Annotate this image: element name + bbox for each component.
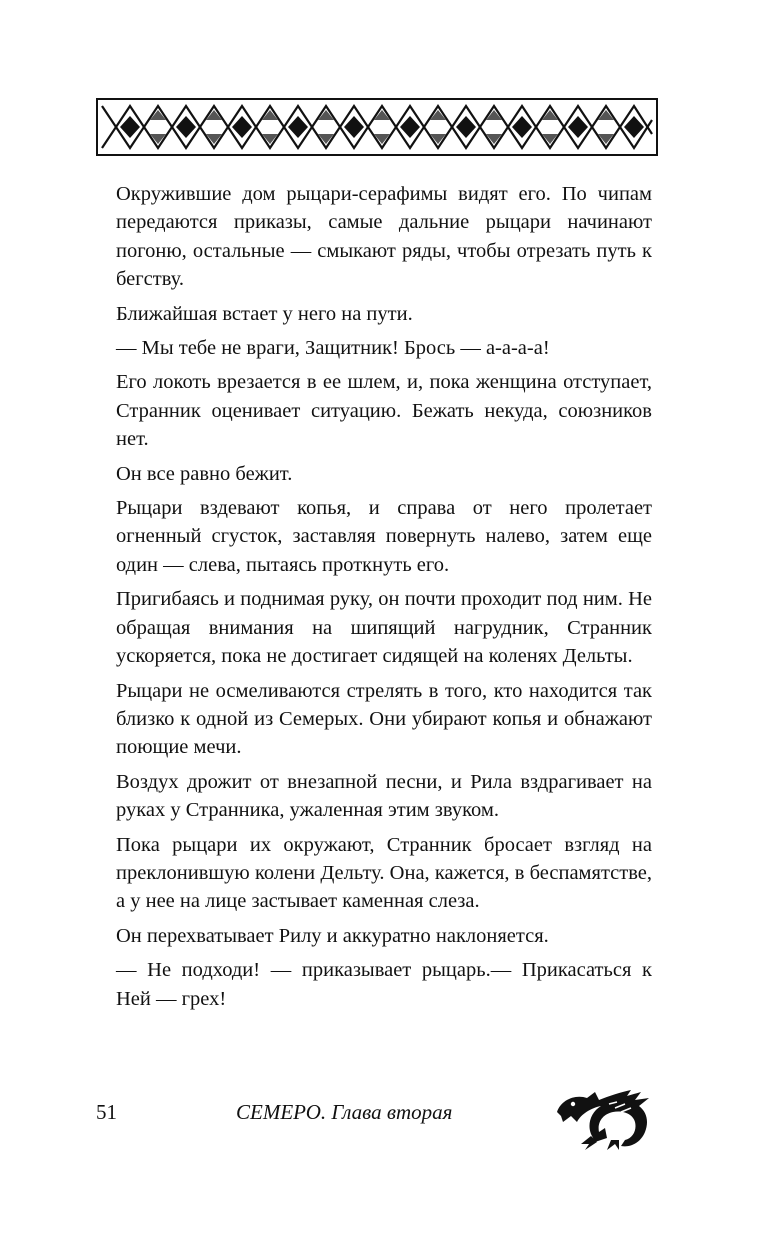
running-head: СЕМЕРО. Глава вторая	[236, 1100, 453, 1124]
paragraph-4: Его локоть врезается в ее шлем, и, пока женщина отступает, Странник оценивает ситуацию. Бежать некуда, союзников нет.	[116, 371, 652, 451]
paragraph-5: Он все равно бежит.	[116, 462, 293, 485]
paragraph-12: — Не подходи! — приказывает рыцарь.— Прикасаться к Ней — грех!	[116, 959, 652, 1010]
paragraph-3: — Мы тебе не враги, Защитник! Брось — а-а-а-а!	[116, 337, 550, 360]
paragraph-10: Пока рыцари их окружают, Странник бросает взгляд на преклонившую колени Дельту. Она, кажется, в беспамятстве, а у нее на лице застывает каменная слеза.	[116, 833, 652, 913]
paragraph-7: Пригибаясь и поднимая руку, он почти проходит под ним. Не обращая внимания на шипящий нагрудник, Странник ускоряется, пока не достигает сидящей на коленях Дельты.	[116, 588, 652, 668]
chapter-text	[116, 180, 652, 1019]
knotwork-border-icon	[96, 98, 658, 156]
page-number: 51	[96, 1100, 117, 1124]
paragraph-1: Окружившие дом рыцари-серафимы видят его. По чипам передаются приказы, самые дальние рыцари начинают погоню, остальные — смыкают ряды, чтобы отрезать путь к бегству.	[116, 183, 652, 291]
paragraph-11: Он перехватывает Рилу и аккуратно наклоняется.	[116, 924, 549, 947]
paragraph-8: Рыцари не осмеливаются стрелять в того, кто находится так близко к одной из Семерых. Они убирают копья и обнажают поющие мечи.	[116, 679, 652, 759]
paragraph-2: Ближайшая встает у него на пути.	[116, 302, 413, 325]
paragraph-6: Рыцари вздевают копья, и справа от него пролетает огненный сгусток, заставляя повернуть налево, затем еще один — слева, пытаясь проткнуть его.	[116, 497, 652, 576]
dragon-icon	[551, 1082, 655, 1152]
page-footer	[96, 1082, 658, 1162]
paragraph-9: Воздух дрожит от внезапной песни, и Рила вздрагивает на руках у Странника, ужаленная этим звуком.	[116, 770, 652, 822]
